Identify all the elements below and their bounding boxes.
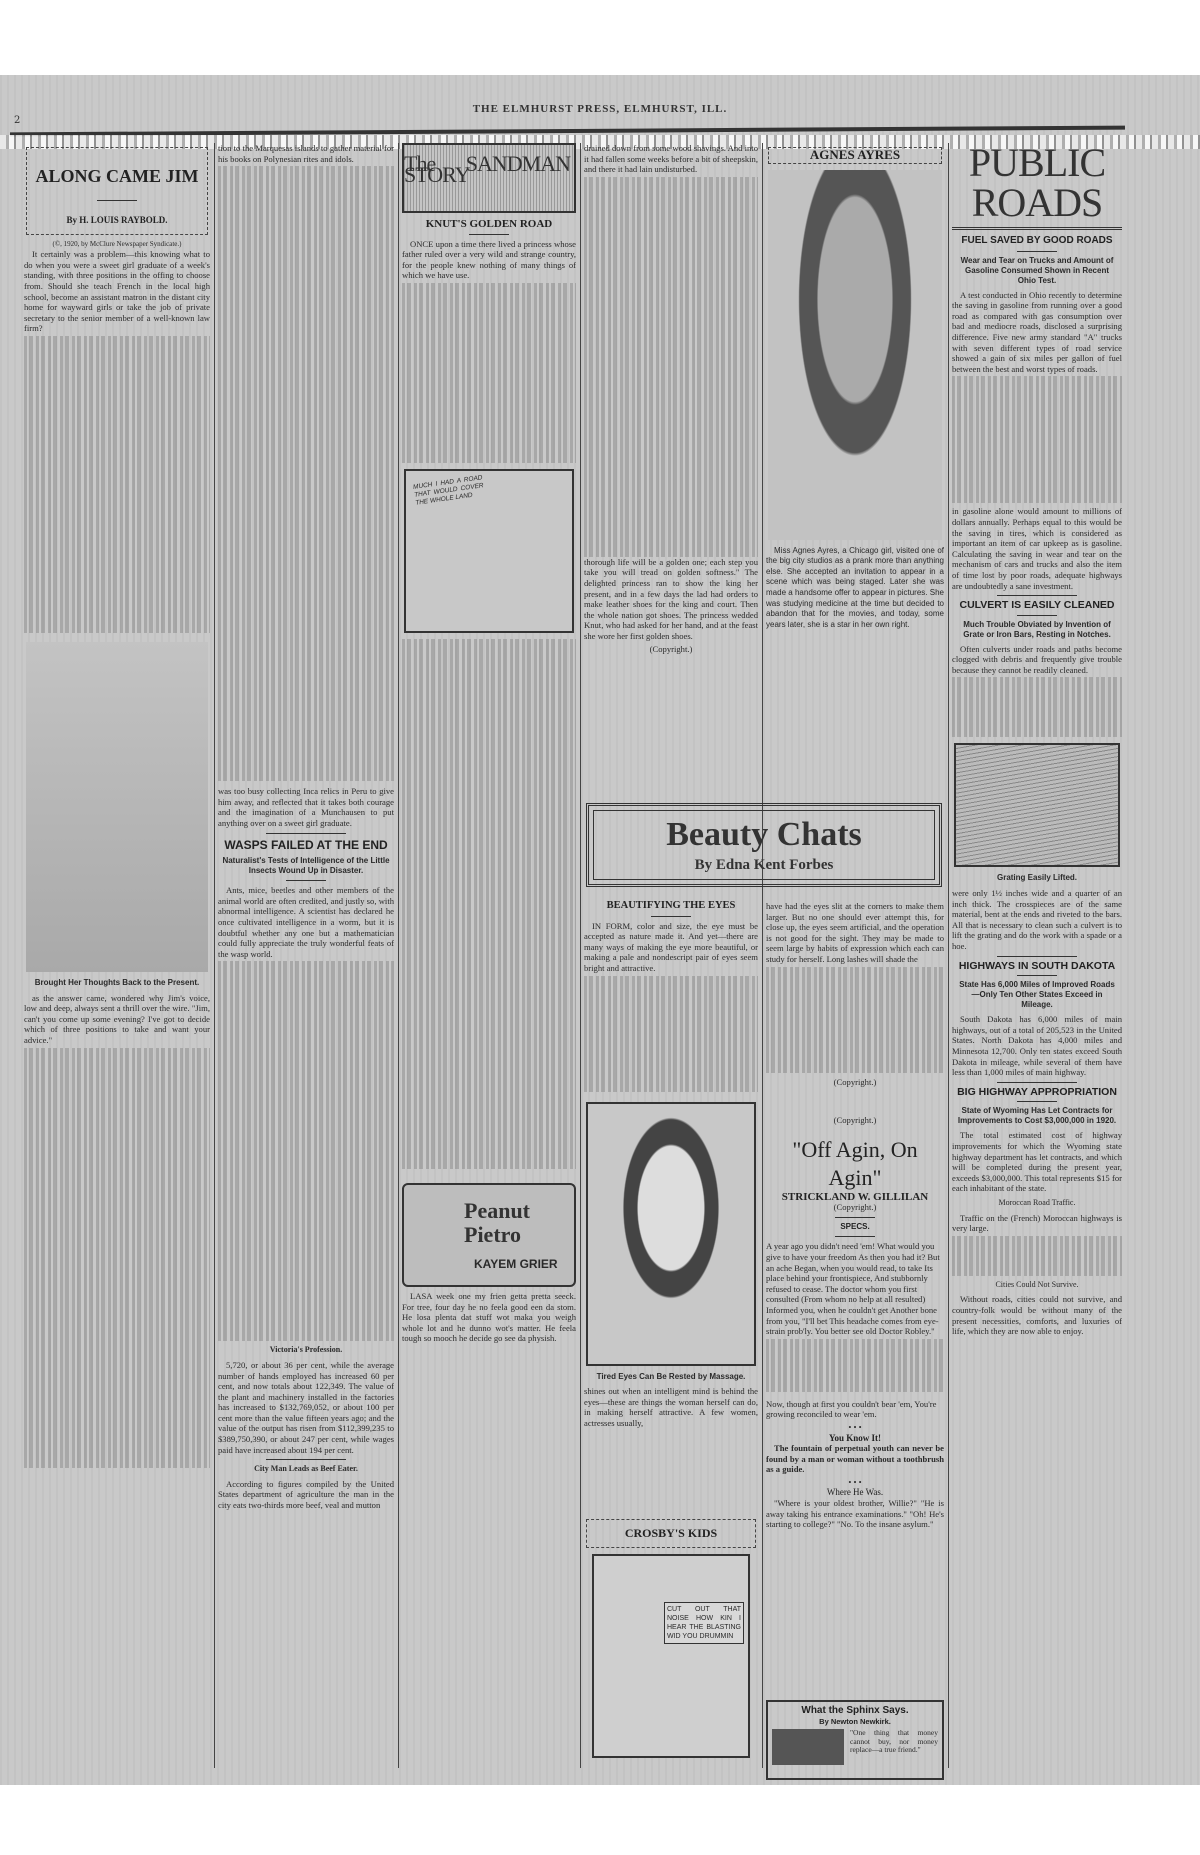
sphinx-box <box>766 1700 944 1780</box>
copyright-line: (©, 1920, by McClure Newspaper Syndicate.) <box>52 239 182 248</box>
crosby-header <box>586 1519 756 1548</box>
story-body <box>952 1236 1122 1276</box>
agnes-header-box <box>768 147 942 164</box>
masthead: THE ELMHURST PRESS, ELMHURST, ILL. <box>472 103 728 115</box>
story-text: tion to the Marquesas islands to gather material for his books on Polynesian rites and idols. <box>218 143 394 164</box>
story-body <box>24 336 210 636</box>
crosbys-kids <box>584 1515 758 1765</box>
beauty-text: IN FORM, color and size, the eye must be accepted as nature made it. And yet—there are many ways of making the eye more beautiful, or making a pale and nondescript pair of eyes seem bright and attractive. <box>584 920 758 973</box>
sphinx-byline: By Newton Newkirk. <box>819 1716 891 1726</box>
off-agin-title: "Off Agin, On Agin" <box>792 1136 918 1190</box>
story-body <box>402 639 576 1179</box>
culvert-text: Often culverts under roads and paths become clogged with debris and frequently give trouble because they cannot be readily cleaned. <box>952 643 1122 675</box>
speech-balloon: CUT OUT THAT NOISE HOW KIN I HEAR THE BLASTING WID YOU DRUMMIN <box>664 1602 744 1644</box>
column-1 <box>24 143 210 1763</box>
story-text: as the answer came, wondered why Jim's voice, low and deep, always sent a thrill over the wire. "Jim, can't you come up some evening? I've got to decide which of three positions to take and want your advice." <box>24 992 210 1045</box>
beauty-title: Beauty Chats <box>666 816 862 853</box>
eye-massage-photo <box>586 1102 756 1366</box>
story-text: ONCE upon a time there lived a princess whose father ruled over a very wild and strange country, for the people knew nothing of many things of which we have use. <box>402 238 576 281</box>
poem-title: SPECS. <box>840 1221 870 1231</box>
fuel-text: A test conducted in Ohio recently to determine the saving in gasoline from running over a good road as compared with gas consumption over bad and mediocre roads, disclosed a surprising difference. Five new army standard "A" trucks with seven different types of road service showed a gain of six miles per gallon of fuel between the best and worst types of roads. <box>952 289 1122 374</box>
column-4 <box>584 143 758 723</box>
wyoming-text: The total estimated cost of highway improvements for which the Wyoming state highway department has let contracts, and which will be completed during the present year, exceeds $3,000,000. This total represents $15 for each inhabitant of the state. <box>952 1130 1122 1194</box>
fuel-subhead: Wear and Tear on Trucks and Amount of Gasoline Consumed Shown in Recent Ohio Test. <box>960 255 1114 285</box>
agnes-portrait <box>768 170 942 540</box>
poem-body <box>766 1339 944 1399</box>
story-body <box>584 976 758 1096</box>
story-body <box>24 1048 210 1468</box>
column-divider <box>398 143 399 1768</box>
story-body <box>218 166 394 786</box>
story-text: drained down from some wood shavings. And into it had fallen some weeks before a bit of sheepskin, and there it had lain undisturbed. <box>584 143 758 175</box>
image-caption: Grating Easily Lifted. <box>996 873 1077 883</box>
comic-strip <box>592 1554 750 1758</box>
wyoming-subhead: State of Wyoming Has Let Contracts for Improvements to Cost $3,000,000 in 1920. <box>957 1106 1117 1126</box>
story-headline: ALONG CAME JIM <box>35 166 199 186</box>
fuel-text: in gasoline alone would amount to millions of dollars annually. Perhaps equal to this would be the saving in tires, which is considered as important an item of car upkeep as is gasoline. Calculating the saving in wear and tear on the mechanism of cars and trucks and also the item of time lost by poor roads, adequate highways are undoubtedly a sane investment. <box>952 506 1122 591</box>
column-divider <box>762 143 763 1768</box>
peanut-title: Peanut Pietro <box>464 1197 530 1247</box>
story-headline: KNUT'S GOLDEN ROAD <box>425 218 553 230</box>
portrait-caption: Miss Agnes Ayres, a Chicago girl, visited one of the big city studios as a prank more than anything else. She accepted an invitation to appear in a scene which was being staged. Later she was made a handsome offer to appear in pictures. She was studying medicine at the time but decided to abandon that for the movies, and today, some years later, she is a star in her own right. <box>766 545 944 629</box>
beauty-text: shines out when an intelligent mind is behind the eyes—these are things the woman herself can do, in making herself attractive. A few women, actresses usually, <box>584 1386 758 1428</box>
peanut-author: KAYEM GRIER <box>474 1256 558 1271</box>
beef-text: According to figures compiled by the United States department of agriculture the man in the city eats two-thirds more beef, veal and mutton <box>218 1478 394 1511</box>
copyright-line: (Copyright.) <box>833 1115 877 1125</box>
victoria-headline: Victoria's Profession. <box>269 1345 343 1355</box>
fuel-headline: FUEL SAVED BY GOOD ROADS <box>961 235 1113 246</box>
culvert-grating-illustration <box>954 743 1120 867</box>
sphinx-title: What the Sphinx Says. <box>801 1705 909 1716</box>
story-body <box>584 177 758 557</box>
sandman-title: The SANDMAN STORY <box>404 151 570 187</box>
wasps-text: Ants, mice, beetles and other members of the animal world are often credited, and justly so, with abnormal intelligence. A scientist has declared he once cultivated intelligence in a worm, but it is doubtful whether any one but a mathematician could fully appreciate the truly wonderful feats of the wasp world. <box>218 885 394 959</box>
poem-text: Now, though at first you couldn't bear 'em, You're growing reconciled to wear 'em. <box>766 1398 937 1420</box>
dakota-headline: HIGHWAYS IN SOUTH DAKOTA <box>958 959 1116 972</box>
column-3 <box>402 143 576 1763</box>
beef-headline: City Man Leads as Beef Eater. <box>254 1464 358 1474</box>
cartoon-illustration <box>404 469 574 633</box>
column-divider <box>948 143 949 1768</box>
column-2 <box>218 143 394 1763</box>
story-text: It certainly was a problem—this knowing what to do when you were a sweet girl graduate of a week's standing, with three positions in the offing to choose from. Should she teach French in the local high school, become an assistant matron in the distant city home for wayward girls or take the job of private secretary to the senior member of a well-known law firm? <box>24 249 210 334</box>
story-text: was too busy collecting Inca relics in Peru to give him away, and reflected that it takes both courage and the imagination of a Munchausen to put anything over on a sweet girl graduate. <box>218 786 394 828</box>
page-number: 2 <box>14 115 21 126</box>
agnes-headline: AGNES AYRES <box>809 147 901 162</box>
beauty-byline: By Edna Kent Forbes <box>694 857 834 873</box>
beauty-text: have had the eyes slit at the corners to make them larger. But no one should ever attempt this, for close up, the eyes seem artificial, and the operation is not good for the sight. They may be made to seem large by habits of expression which each can study for herself. Long lashes will shade the <box>766 901 944 964</box>
public-roads-banner: PUBLIC ROADS <box>952 143 1122 230</box>
newspaper-page <box>0 75 1200 1785</box>
story-header-box <box>26 147 208 235</box>
sandman-banner <box>402 143 576 213</box>
copyright-line: (Copyright.) <box>649 643 693 654</box>
wyoming-headline: BIG HIGHWAY APPROPRIATION <box>957 1085 1117 1098</box>
crosby-title: CROSBY'S KIDS <box>624 1526 718 1540</box>
story-body <box>218 961 394 1341</box>
poem-text: A year ago you didn't need 'em! What would you give to have your freedom As then you had it? But an ache Began, when you would read, to take Its place behind your frontispiece, And stubbornly refused to cease. The doctor whom you first consulted (From whom no help at all resulted) Informed you, when he couldn't get Another bone from you, "I'll bet This headache comes from eye-strain prob'ly. You better see old Doctor Robley." <box>766 1241 940 1337</box>
story-byline: By H. LOUIS RAYBOLD. <box>66 215 168 225</box>
public-roads-column <box>952 143 1122 1768</box>
cities-text: Without roads, cities could not survive, and country-folk would be without many of the present necessities, comforts, and luxuries of life, which they are now able to enjoy. <box>952 1294 1122 1337</box>
where-text: "Where is your oldest brother, Willie?" "He is away taking his entrance examinations." "Oh! He's starting to college?" "No. To the insane asylum." <box>766 1498 944 1530</box>
culvert-headline: CULVERT IS EASILY CLEANED <box>959 599 1115 612</box>
you-know-text: The fountain of perpetual youth can never be found by a man or woman without a toothbrush as a guide. <box>766 1443 944 1475</box>
story-body <box>402 283 576 463</box>
woman-seated-illustration <box>26 642 208 972</box>
story-text: thorough life will be a golden one; each step you take you will tread on golden softness." The delighted princess ran to show the king her present, and in a few days the lad had orders to make leather shoes for the king and court. Then the whole nation got shoes. The princess wedded Knut, who had asked for her hand, and at the feast she wore her first golden shoes. <box>584 556 758 641</box>
culvert-text: were only 1½ inches wide and a quarter of an inch thick. The crosspieces are of the same material, bent at the ends and riveted to the bars. All that is necessary to clean such a culvert is to lift the grating and do the work with a spade or a hoe. <box>952 888 1122 952</box>
copyright-line: (Copyright.) <box>833 1076 877 1087</box>
beauty-column-left <box>584 901 758 1501</box>
column-5 <box>766 143 944 723</box>
story-body <box>766 967 944 1077</box>
wasps-headline: WASPS FAILED AT THE END <box>224 837 388 852</box>
culvert-subhead: Much Trouble Obviated by Invention of Grate or Iron Bars, Resting in Notches. <box>963 619 1111 639</box>
dakota-text: South Dakota has 6,000 miles of main highways, out of a total of 205,523 in the United States. North Dakota has 4,000 miles and Minnesota 12,700. Only ten states exceed South Dakota in mileage, while several of them have less than 1,000 miles of main highway. <box>952 1014 1122 1078</box>
wasps-subhead: Naturalist's Tests of Intelligence of the Little Insects Wound Up in Disaster. <box>222 856 390 876</box>
victoria-text: 5,720, or about 36 per cent, while the average number of hands employed has increased 60 per cent, and now totals about 122,349. The value of the plant and machinery installed in the factories has increased to $132,769,052, or about 100 per cent more than the value fifteen years ago; and the value of the output has risen from $112,399,235 to $389,750,390, or about 247 per cent, while wages paid have increased about 194 per cent. <box>218 1359 394 1455</box>
cities-title: Cities Could Not Survive. <box>995 1279 1079 1289</box>
peanut-text: LASA week one my frien getta pretta seeck. For tree, four day he no feela good een da stom. He losa plenta dat stuff wot maka you weigh whole lot and he dunno wot's matter. He feela tough so mooch he decide go see da physish. <box>402 1290 576 1344</box>
column-divider <box>580 143 581 1768</box>
sphinx-illustration <box>772 1729 844 1765</box>
sphinx-quote: "One thing that money cannot buy, nor money replace—a true friend." <box>850 1728 938 1755</box>
off-agin-author: STRICKLAND W. GILLILAN <box>781 1190 929 1203</box>
beauty-chats-banner <box>584 801 944 891</box>
column-divider <box>214 143 215 1768</box>
moroccan-text: Traffic on the (French) Moroccan highways is very large. <box>952 1212 1122 1234</box>
beauty-headline: BEAUTIFYING THE EYES <box>606 901 736 911</box>
moroccan-title: Moroccan Road Traffic. <box>998 1197 1076 1207</box>
you-know-title: You Know It! <box>828 1432 881 1443</box>
beauty-column-right <box>766 901 944 1101</box>
story-body <box>952 677 1122 737</box>
image-caption: Brought Her Thoughts Back to the Present. <box>34 977 200 987</box>
where-title: Where He Was. <box>826 1487 884 1498</box>
speech-balloon: MUCH I HAD A ROAD THAT WOULD COVER THE WHOLE LAND <box>412 474 485 507</box>
off-agin-column: (Copyright.) "Off Agin, On Agin" STRICKLAND W. GILLILAN (Copyright.) SPECS. A year ago you didn't need 'em! What would you give to have your freedom As then you had it? But an ache Began, when you would read, to take Its place behind your frontispiece, And stubbornly refused to cease. The doctor whom you first consulted (From whom no help at all resulted) Informed you, when he couldn't get Another bone from you, "I'll bet This headache comes from eye-strain prob'ly. You better see old Doctor Robley." Now, though at first you couldn't bear 'em, You're growing reconciled to wear 'em. • • • You Know It! The fountain of perpetual youth can never be found by a man or woman without a toothbrush as a guide. • • • Where He Was. "Where is your oldest brother, Willie?" "He is away taking his entrance examinations." "Oh! He's starting to college?" "No. To the insane asylum." <box>766 1115 944 1530</box>
peanut-pietro-banner <box>402 1183 576 1287</box>
story-body <box>952 376 1122 506</box>
copyright-line: (Copyright.) <box>833 1202 877 1213</box>
image-caption: Tired Eyes Can Be Rested by Massage. <box>596 1371 746 1381</box>
dakota-subhead: State Has 6,000 Miles of Improved Roads—Only Ten Other States Exceed in Mileage. <box>959 980 1115 1010</box>
